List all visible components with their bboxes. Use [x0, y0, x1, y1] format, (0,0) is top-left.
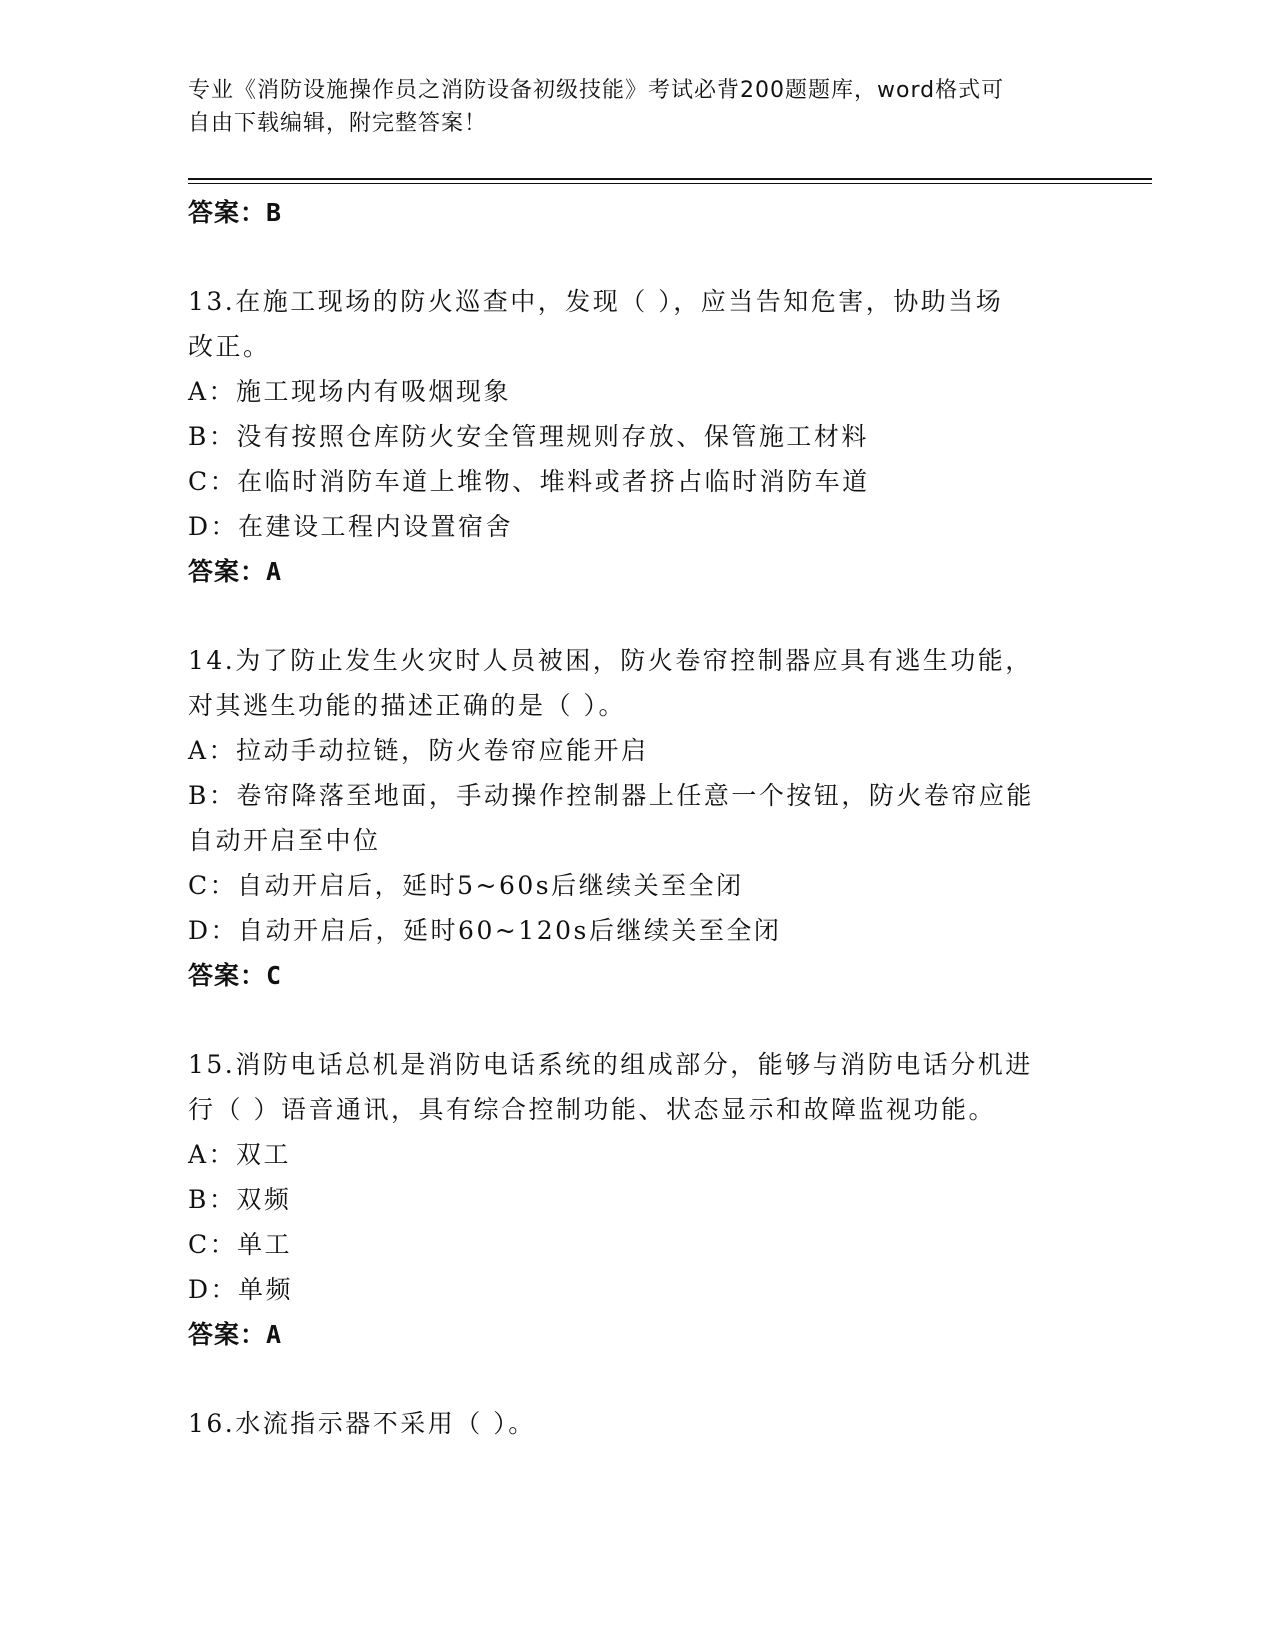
answer-q12: [188, 190, 1088, 235]
option-b: B：双频: [188, 1185, 292, 1214]
option-d: D：自动开启后，延时60~120s后继续关至全闭: [188, 916, 782, 945]
question-stem-line-2: 对其逃生功能的描述正确的是（ ）。: [188, 691, 626, 720]
question-stem-line-2: 行（ ）语音通讯，具有综合控制功能、状态显示和故障监视功能。: [188, 1095, 996, 1124]
question-stem-line-1: 16.水流指示器不采用（ ）。: [188, 1409, 536, 1438]
question-stem-line-1: 14.为了防止发生火灾时人员被困，防火卷帘控制器应具有逃生功能，: [188, 646, 1033, 675]
question-15: [188, 1042, 1088, 1357]
header-divider-thick: [188, 178, 1152, 180]
answer-label: 答案：: [188, 198, 267, 227]
question-stem-line-1: 15.消防电话总机是消防电话系统的组成部分，能够与消防电话分机进: [188, 1050, 1033, 1079]
option-c: C：单工: [188, 1230, 293, 1259]
answer-label: 答案：: [188, 557, 267, 586]
option-b: B：卷帘降落至地面，手动操作控制器上任意一个按钮，防火卷帘应能: [188, 781, 1034, 810]
question-13: [188, 279, 1088, 594]
answer-q14: [188, 953, 1088, 998]
option-a: A：双工: [188, 1140, 292, 1169]
answer-label: 答案：: [188, 1320, 267, 1349]
answer-value: A: [266, 1320, 283, 1349]
option-c: C：在临时消防车道上堆物、堆料或者挤占临时消防车道: [188, 467, 870, 496]
header-line-2: 自由下载编辑，附完整答案！: [188, 111, 488, 136]
answer-value: A: [266, 557, 283, 586]
option-b-continued: 自动开启至中位: [188, 826, 381, 855]
answer-q13: [188, 549, 1088, 594]
answer-value: C: [266, 961, 283, 990]
header-divider-thin: [188, 183, 1152, 184]
answer-q15: [188, 1312, 1088, 1357]
option-d: D：在建设工程内设置宿舍: [188, 512, 514, 541]
option-c: C：自动开启后，延时5~60s后继续关至全闭: [188, 871, 744, 900]
header-line-1: 专业《消防设施操作员之消防设备初级技能》考试必背200题题库，word格式可: [188, 78, 1005, 103]
option-b: B：没有按照仓库防火安全管理规则存放、保管施工材料: [188, 422, 869, 451]
question-14: [188, 638, 1088, 998]
question-stem-line-2: 改正。: [188, 332, 271, 361]
question-stem-line-1: 13.在施工现场的防火巡查中，发现（ ），应当告知危害，协助当场: [188, 287, 1004, 316]
document-header: [188, 74, 1088, 140]
answer-label: 答案：: [188, 961, 267, 990]
question-16: [188, 1401, 1088, 1446]
answer-value: B: [266, 198, 283, 227]
document-body: [188, 190, 1088, 1446]
option-a: A：拉动手动拉链，防火卷帘应能开启: [188, 736, 649, 765]
option-d: D：单频: [188, 1275, 294, 1304]
option-a: A：施工现场内有吸烟现象: [188, 377, 512, 406]
